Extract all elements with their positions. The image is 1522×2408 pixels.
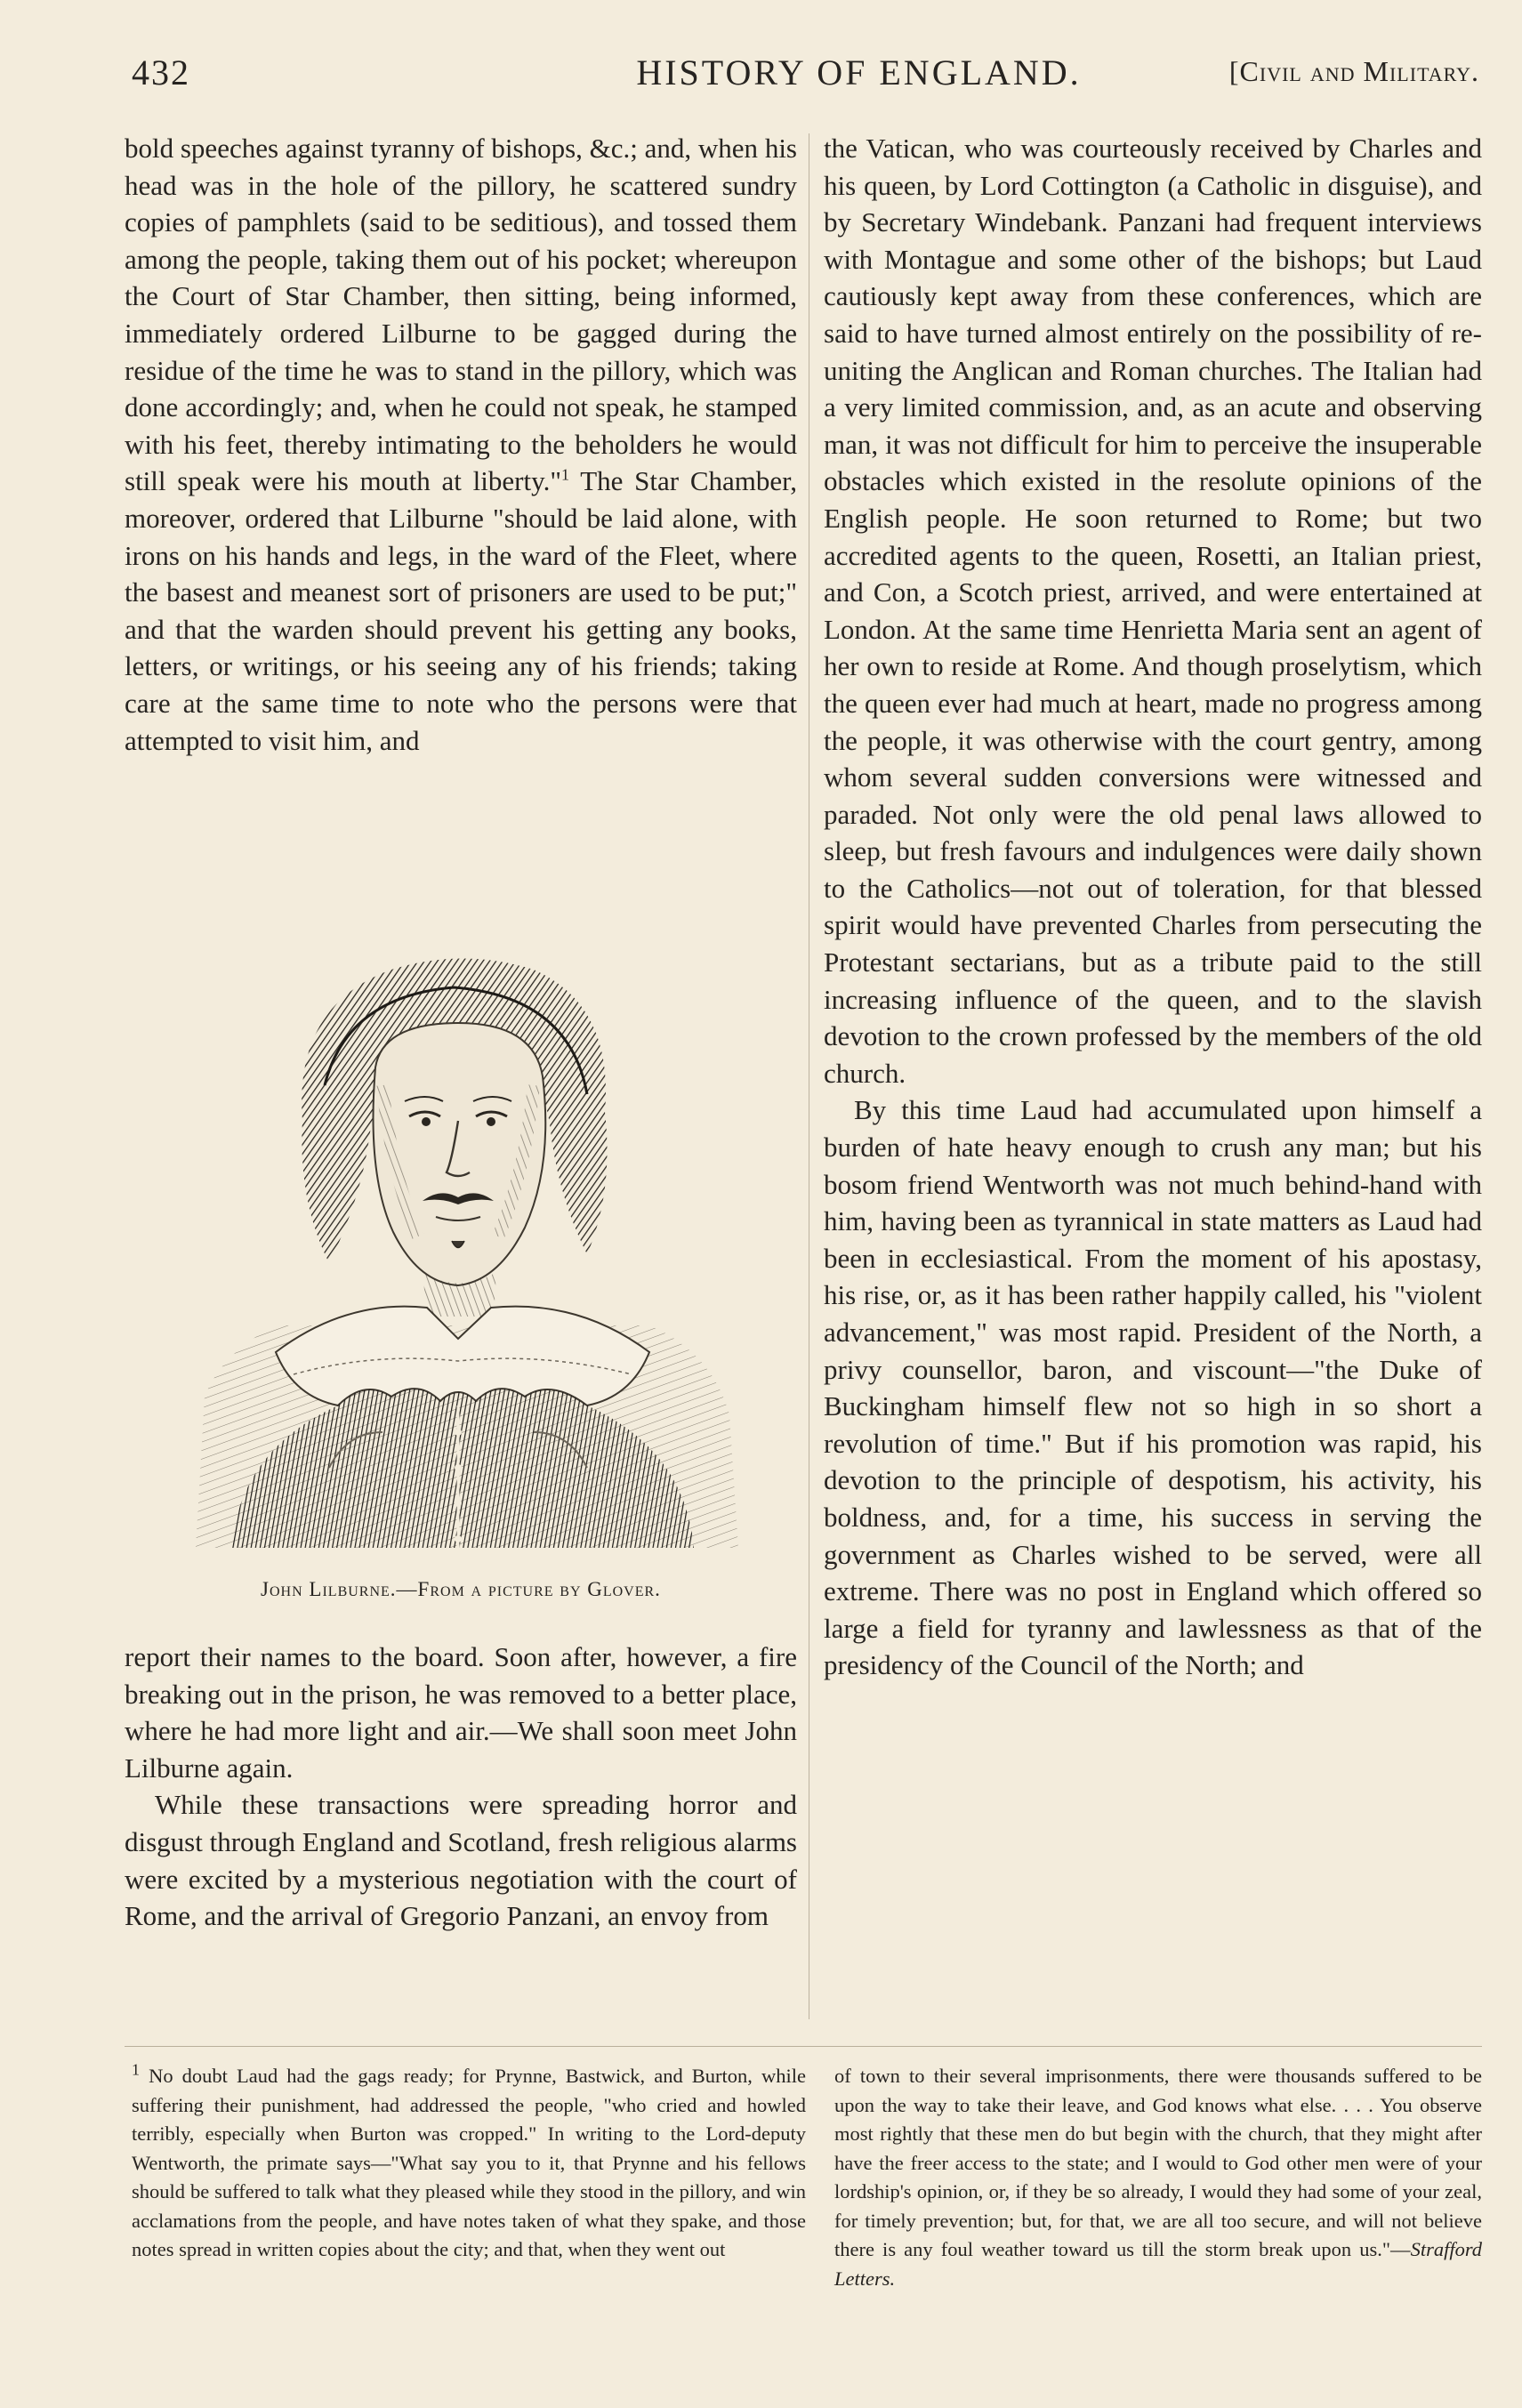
left-column-bottom bbox=[125, 1639, 797, 1935]
paragraph-text-cont: The Star Chamber, moreover, ordered that Lilburne "should be laid alone, with irons on his hands and legs, in the ward of the Fleet, where the basest and meanest sort of prisoners are used to be put;" and that the warden should prevent his getting any books, letters, or writings, or his seeing any of his friends; taking care at the same time to note who the persons were that attempted to visit him, and bbox=[125, 465, 797, 756]
portrait-figure bbox=[169, 934, 756, 1574]
running-title: HISTORY OF ENGLAND. bbox=[636, 52, 1082, 93]
page-header bbox=[132, 52, 1479, 105]
footnote-marker[interactable]: 1 bbox=[561, 466, 569, 485]
figure-caption bbox=[125, 1578, 797, 1601]
footnote-text: of town to their several imprisonments, there were thousands suffered to be upon the way to take their leave, and God knows what else. . . . You observe most rightly that these men do but begin with the church, that they might after have the freer access to the state; and I would to God other men were of your lordship's opinion, or, if they be so already, I would they had some of your zeal, for timely prevention; but, for that, we are all too secure, and will not believe there is any foul weather toward us till the storm break upon us."— bbox=[834, 2065, 1482, 2260]
footnote bbox=[132, 2062, 806, 2265]
footnote-rule bbox=[125, 2046, 1482, 2047]
footnote-right bbox=[834, 2062, 1482, 2293]
paragraph: By this time Laud had accumulated upon himself a burden of hate heavy enough to crush any man; but his bosom friend Wentworth was not much behind-hand with him, having been as tyrannical in state matters as Laud had been in ecclesiastical. From the moment of his apostasy, his rise, or, as it has been rather happily called, his "violent advancement," was most rapid. President of the North, a privy counsellor, baron, and viscount—"the Duke of Buckingham himself flew not so high in so short a revolution of time." But if his promotion was rapid, his devotion to the principle of despotism, his activity, his boldness, and, for a time, his success in serving the government as Charles wished to be served, were all extreme. There was no post in England which offered so large a field for tyranny and lawlessness as that of the presidency of the Council of the North; and bbox=[824, 1094, 1482, 1681]
caption-source: —From a picture by Glover. bbox=[396, 1578, 661, 1600]
page-number: 432 bbox=[132, 52, 190, 93]
section-title: [Civil and Military. bbox=[1228, 55, 1479, 87]
footnote-left bbox=[132, 2062, 806, 2265]
paragraph: the Vatican, who was courteously received by Charles and his queen, by Lord Cottington (a Catholic in disguise), and by Secretary Windebank. Panzani had frequent interviews with Montague and some other of the bishops; but Laud cautiously kept away from these conferences, which are said to have turned almost entirely on the possibility of re-uniting the Anglican and Roman churches. The Italian had a very limited commission, and, as an acute and observing man, it was not difficult for him to perceive the insuperable obstacles which existed in the resolute opinions of the English people. He soon returned to Rome; but two accredited agents to the queen, Rosetti, an Italian priest, and Con, a Scotch priest, arrived, and were entertained at London. At the same time Henrietta Maria sent an agent of her own to reside at Rome. And though proselytism, which the queen ever had much at heart, made no progress among the people, it was otherwise with the court gentry, among whom several sudden conversions were witnessed and paraded. Not only were the old penal laws allowed to sleep, but fresh favours and indulgences were daily shown to the Catholics—not out of toleration, for that blessed spirit would have prevented Charles from persecuting the Protestant sectarians, but as a tribute paid to the still increasing influence of the queen, and to the slavish devotion to the crown professed by the members of the old church. bbox=[824, 133, 1482, 1089]
footnote-text: No doubt Laud had the gags ready; for Prynne, Bastwick, and Burton, while suffering their punishment, had addressed the people, "who cried and howled terribly, especially when Burton was cropped." In writing to the Lord-deputy Wentworth, the primate says—"What say you to it, that Prynne and his fellows should be suffered to talk what they pleased while they stood in the pillory, and win acclamations from the people, and have notes taken of what they spake, and those notes spread in written copies about the city; and that, when they went out bbox=[132, 2065, 806, 2260]
right-column bbox=[824, 130, 1482, 1684]
paragraph: While these transactions were spreading horror and disgust through England and Scotland, fresh religious alarms were excited by a mysterious negotiation with the court of Rome, and the arrival of Gregorio Panzani, an envoy from bbox=[125, 1789, 797, 1932]
paragraph: report their names to the board. Soon after, however, a fire breaking out in the prison, he was removed to a better place, where he had more light and air.—We shall soon meet John Lilburne again. bbox=[125, 1641, 797, 1784]
footnote-marker: 1 bbox=[132, 2060, 140, 2079]
portrait-engraving bbox=[169, 934, 756, 1574]
left-column-top bbox=[125, 130, 797, 759]
footnote bbox=[834, 2062, 1482, 2293]
paragraph-text: bold speeches against tyranny of bishops, &c.; and, when his head was in the hole of the pillory, he scattered sundry copies of pamphlets (said to be seditious), and tossed them among the people, taking them out of his pocket; whereupon the Court of Star Chamber, then sitting, being informed, immediately ordered Lilburne to be gagged during the residue of the time he was to stand in the pillory, which was done accordingly; and, when he could not speak, he stamped with his feet, thereby intimating to the beholders he would still speak were his mouth at liberty." bbox=[125, 133, 797, 497]
paragraph bbox=[125, 130, 797, 759]
footnote-source: Strafford Letters. bbox=[834, 2238, 1482, 2290]
caption-name: John Lilburne. bbox=[261, 1578, 397, 1600]
